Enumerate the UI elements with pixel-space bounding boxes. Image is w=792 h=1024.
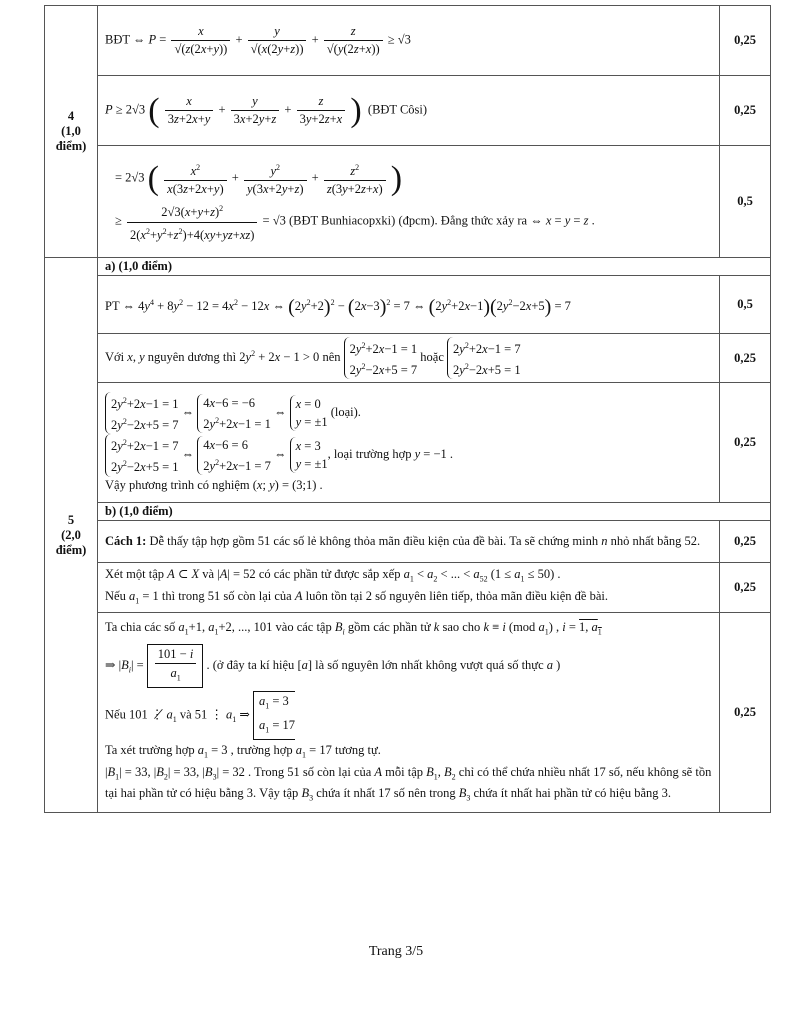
q4-score-3: 0,5	[720, 146, 771, 258]
q4-score-2: 0,25	[720, 76, 771, 146]
q4-step-2: P ≥ 2√3 ( $\frac{x}{3z+2x+y}$ + $\frac{y}{3x+2y+z}$ + $\frac{z}{3y+2z+x}$ ) (BĐT Côsi)	[98, 76, 720, 146]
q5-b-step-3: Ta chia các số $a_1+1$, $a_1+2$, ..., 101 vào các tập $B_i$ gồm các phần tử k sao cho k ≡ i (mod $a_1$) , i = 1, $a_1$ ⇒ $|B_i|$ = $\frac{101 - i}{a_1}$ . (ở đây ta kí hiệu [a] là số nguyên lớn nhất không vượt quá số thực a ) Nếu 101 ⋮̸ $a_1$ và 51 ⋮ $a_1$ ⇒ $a_1 = 3$ $a_1 = 17$ Ta xét trường hợp $a_1 = 3$ , trường hợp $a_1 = 17$ tương tự. $|B_1| = 33$, $|B_2| = 33$, $|B_3| = 32$ . Trong 51 số còn lại của A mỗi tập $B_1$, $B_2$ chỉ có thể chứa nhiều nhất 17 số, nếu không sẽ tồn tại hai phần tử có hiệu bằng 3. Vậy tập $B_3$ chứa ít nhất 17 số nên trong $B_3$ chứa ít nhất hai phần tử có hiệu bằng 3.	[98, 613, 720, 813]
q5-part-a-header: a) (1,0 điểm)	[98, 258, 771, 276]
question-5-number: 5 (2,0 điểm)	[45, 258, 98, 813]
q4-score-1: 0,25	[720, 6, 771, 76]
q4-step-3: = 2√3 ( $\frac{x^2}{x(3z+2x+y)}$ + $\frac{y^2}{y(3x+2y+z)}$ + $\frac{z^2}{z(3y+2z+x)}$ ) ≥ $\frac{2√3(x+y+z)^2}{2(x^2+y^2+z^2)+4(xy+yz+xz)}$ = √3 (BĐT Bunhiacopxki) (đpcm). Đẳng thức xảy ra ⇔ x = y = z .	[98, 146, 720, 258]
q5-b-score-1: 0,25	[720, 521, 771, 563]
q5-b-score-3: 0,25	[720, 613, 771, 813]
q5-a-score-1: 0,5	[720, 276, 771, 334]
q5-b-step-1: Cách 1: Dễ thấy tập hợp gồm 51 các số lẻ không thỏa mãn điều kiện của đề bài. Ta sẽ chứng minh n nhỏ nhất bằng 52.	[98, 521, 720, 563]
question-4-number: 4 (1,0 điểm)	[45, 6, 98, 258]
q5-a-step-3: $2y^2+2x-1 = 1$ $2y^2-2x+5 = 7$ ⇔ 4x−6 = −6 $2y^2+2x-1 = 1$ ⇔ x = 0 y = ±1 (loại). $2y^2+2x-1 = 7$ $2y^2-2x+5 = 1$ ⇔ 4x−6 = 6 $2y^2+2x-1 = 7$ ⇔ x = 3 y = ±1, loại trường hợp y = −1 . Vậy phương trình có nghiệm (x; y) = (3;1) .	[98, 383, 720, 503]
page-footer: Trang 3/5	[368, 944, 424, 959]
q5-a-step-2: Với x, y nguyên dương thì $2y^2 + 2x - 1 > 0$ nên $2y^2+2x-1 = 1$ $2y^2-2x+5 = 7$ hoặc $2y^2+2x-1 = 7$ $2y^2-2x+5 = 1$	[98, 334, 720, 383]
q5-b-step-2: Xét một tập A ⊂ X và |A| = 52 có các phần tử được sắp xếp $a_1 < a_2$ < ... < $a_{52}$ $(1 \le a_1 \le 50)$ . Nếu $a_1 = 1$ thì trong 51 số còn lại của A luôn tồn tại 2 số nguyên liên tiếp, thỏa mãn điều kiện đề bài.	[98, 563, 720, 613]
q5-b-score-2: 0,25	[720, 563, 771, 613]
q5-a-score-3: 0,25	[720, 383, 771, 503]
q5-a-score-2: 0,25	[720, 334, 771, 383]
q5-part-b-header: b) (1,0 điểm)	[98, 503, 771, 521]
q4-step-1: BĐT ⇔ P = $\frac{x}{√(z(2x+y))}$ + $\frac{y}{√(x(2y+z))}$ + $\frac{z}{√(y(2z+x))}$ ≥ √3	[98, 6, 720, 76]
q5-a-step-1: PT ⇔ $4y^4 + 8y^2 - 12 = 4x^2 - 12x$ ⇔ $(2y^2+2)^2 - (2x-3)^2 = 7$ ⇔ $(2y^2+2x-1)(2y^2-2x+5) = 7$	[98, 276, 720, 334]
answer-table	[44, 5, 771, 813]
